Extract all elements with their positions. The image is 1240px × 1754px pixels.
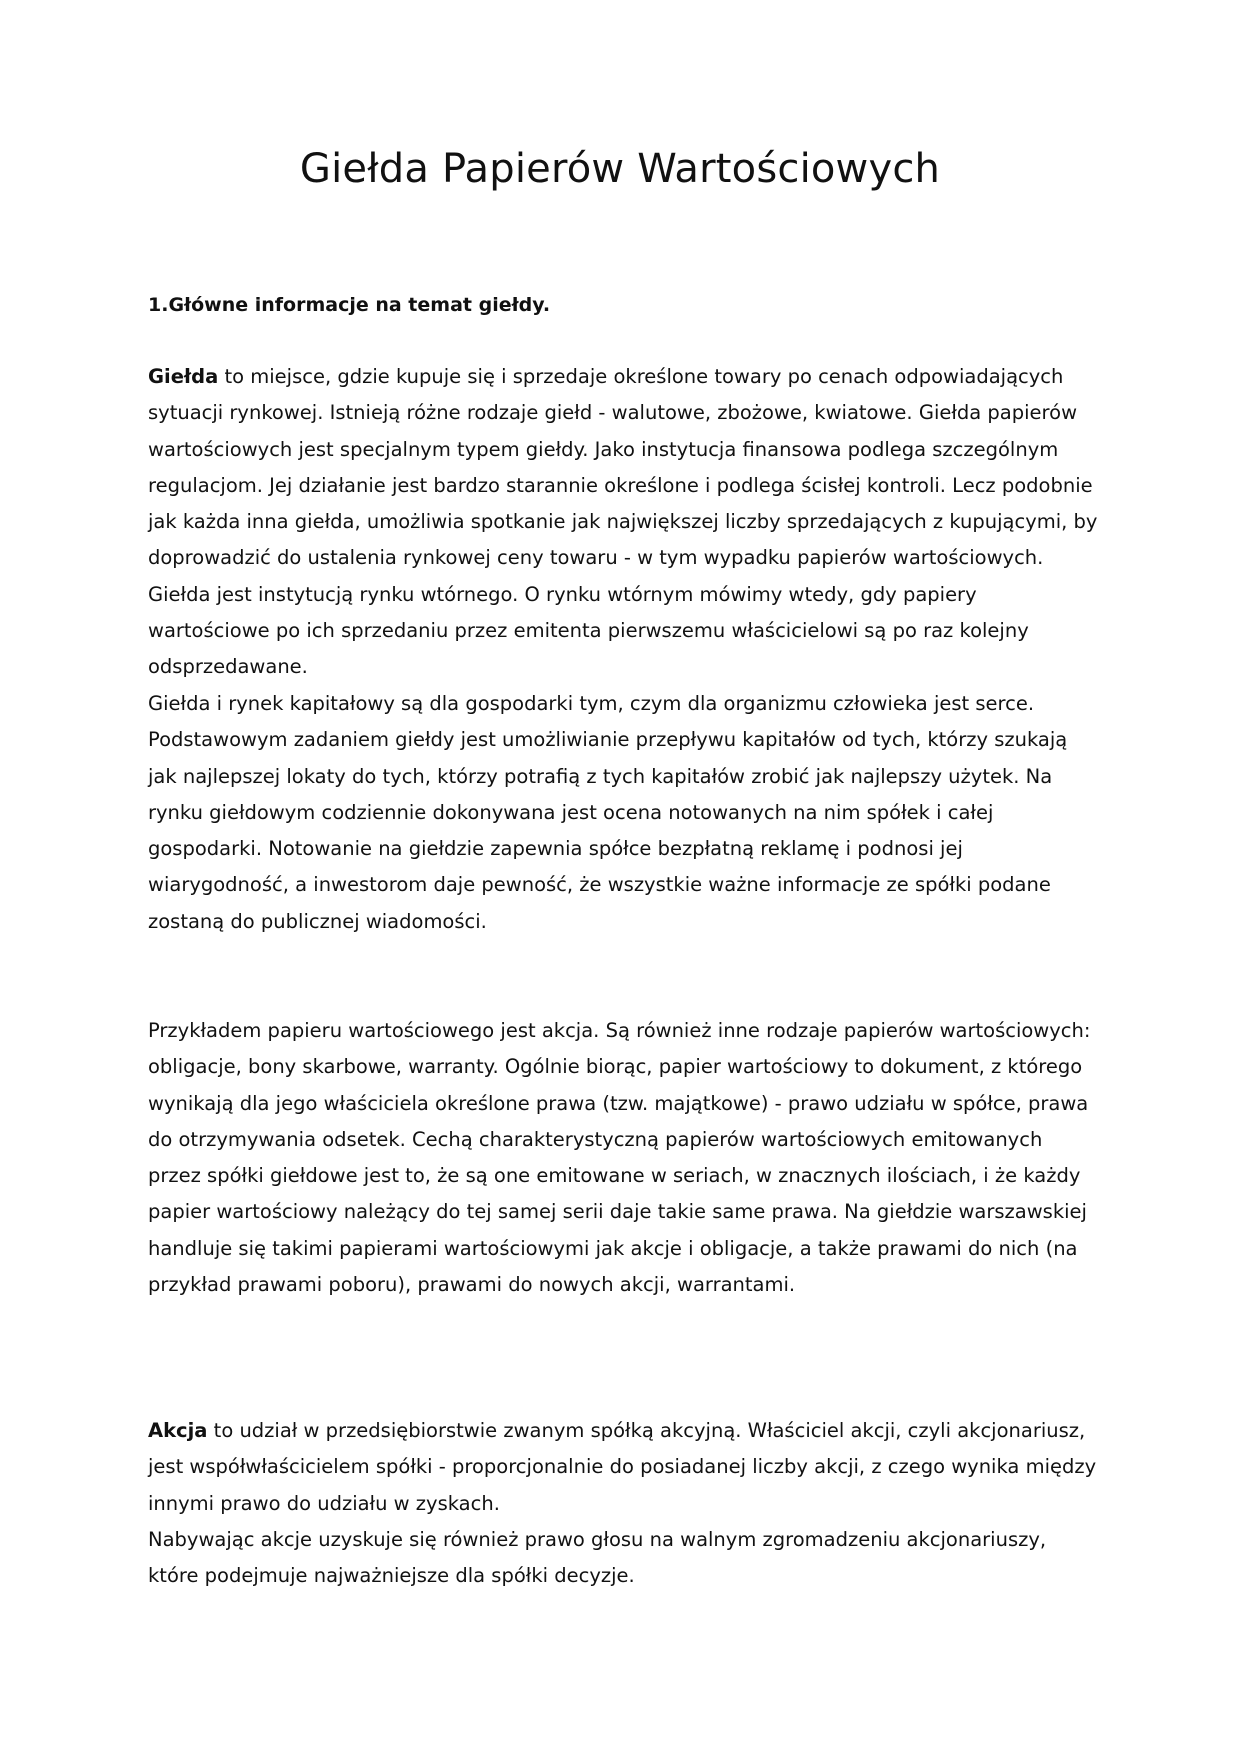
- paragraph-text: Giełda i rynek kapitałowy są dla gospodarki tym, czym dla organizmu człowieka jest serce. Podstawowym zadaniem giełdy jest umożliwianie przepływu kapitałów od tych, którzy szukają jak najlepszej lokaty do tych, którzy potrafią z tych kapitałów zrobić jak najlepszy użytek. Na rynku giełdowym codziennie dokonywana jest ocena notowanych na nim spółek i całej gospodarki. Notowanie na giełdzie zapewnia spółce bezpłatną reklamę i podnosi jej wiarygodność, a inwestorom daje pewność, że wszystkie ważne informacje ze spółki podane zostaną do publicznej wiadomości.: [148, 692, 1068, 933]
- paragraph-gielda: [148, 359, 1098, 686]
- paragraph-text: Nabywając akcje uzyskuje się również prawo głosu na walnym zgromadzeniu akcjonariuszy, które podejmuje najważniejsze dla spółki decyzje.: [148, 1528, 1047, 1588]
- paragraph-text: Przykładem papieru wartościowego jest akcja. Są również inne rodzaje papierów wartościowych: obligacje, bony skarbowe, warranty. Ogólnie biorąc, papier wartościowy to dokument, z którego wynikają dla jego właściciela określone prawa (tzw. majątkowe) - prawo udziału w spółce, prawa do otrzymywania odsetek. Cechą charakterystyczną papierów wartościowych emitowanych przez spółki giełdowe jest to, że są one emitowane w seriach, w znacznych ilościach, i że każdy papier wartościowy należący do tej samej serii daje takie same prawa. Na giełdzie warszawskiej handluje się takimi papierami wartościowymi jak akcje i obligacje, a także prawami do nich (na przykład prawami poboru), prawami do nowych akcji, warrantami.: [148, 1019, 1091, 1297]
- term-akcja: Akcja: [148, 1419, 208, 1442]
- term-gielda: Giełda: [148, 365, 219, 388]
- paragraph-akcja: [148, 1413, 1098, 1522]
- paragraph-papiery-wartosciowe: [148, 1013, 1098, 1303]
- paragraph-rynek-kapitalowy: [148, 686, 1098, 940]
- section-heading: 1.Główne informacje na temat giełdy.: [148, 294, 551, 316]
- paragraph-text: to miejsce, gdzie kupuje się i sprzedaje określone towary po cenach odpowiadających sytuacji rynkowej. Istnieją różne rodzaje giełd - walutowe, zbożowe, kwiatowe. Giełda papierów wartościowych jest specjalnym typem giełdy. Jako instytucja finansowa podlega szczególnym regulacjom. Jej działanie jest bardzo starannie określone i podlega ścisłej kontroli. Lecz podobnie jak każda inna giełda, umożliwia spotkanie jak największej liczby sprzedających z kupującymi, by doprowadzić do ustalenia rynkowej ceny towaru - w tym wypadku papierów wartościowych. Giełda jest instytucją rynku wtórnego. O rynku wtórnym mówimy wtedy, gdy papiery wartościowe po ich sprzedaniu przez emitenta pierwszemu właścicielowi są po raz kolejny odsprzedawane.: [148, 365, 1098, 679]
- paragraph-text: to udział w przedsiębiorstwie zwanym spółką akcyjną. Właściciel akcji, czyli akcjonariusz, jest współwłaścicielem spółki - proporcjonalnie do posiadanej liczby akcji, z czego wynika między innymi prawo do udziału w zyskach.: [148, 1419, 1097, 1515]
- paragraph-prawo-glosu: [148, 1522, 1098, 1595]
- page-title: Giełda Papierów Wartościowych: [299, 146, 941, 192]
